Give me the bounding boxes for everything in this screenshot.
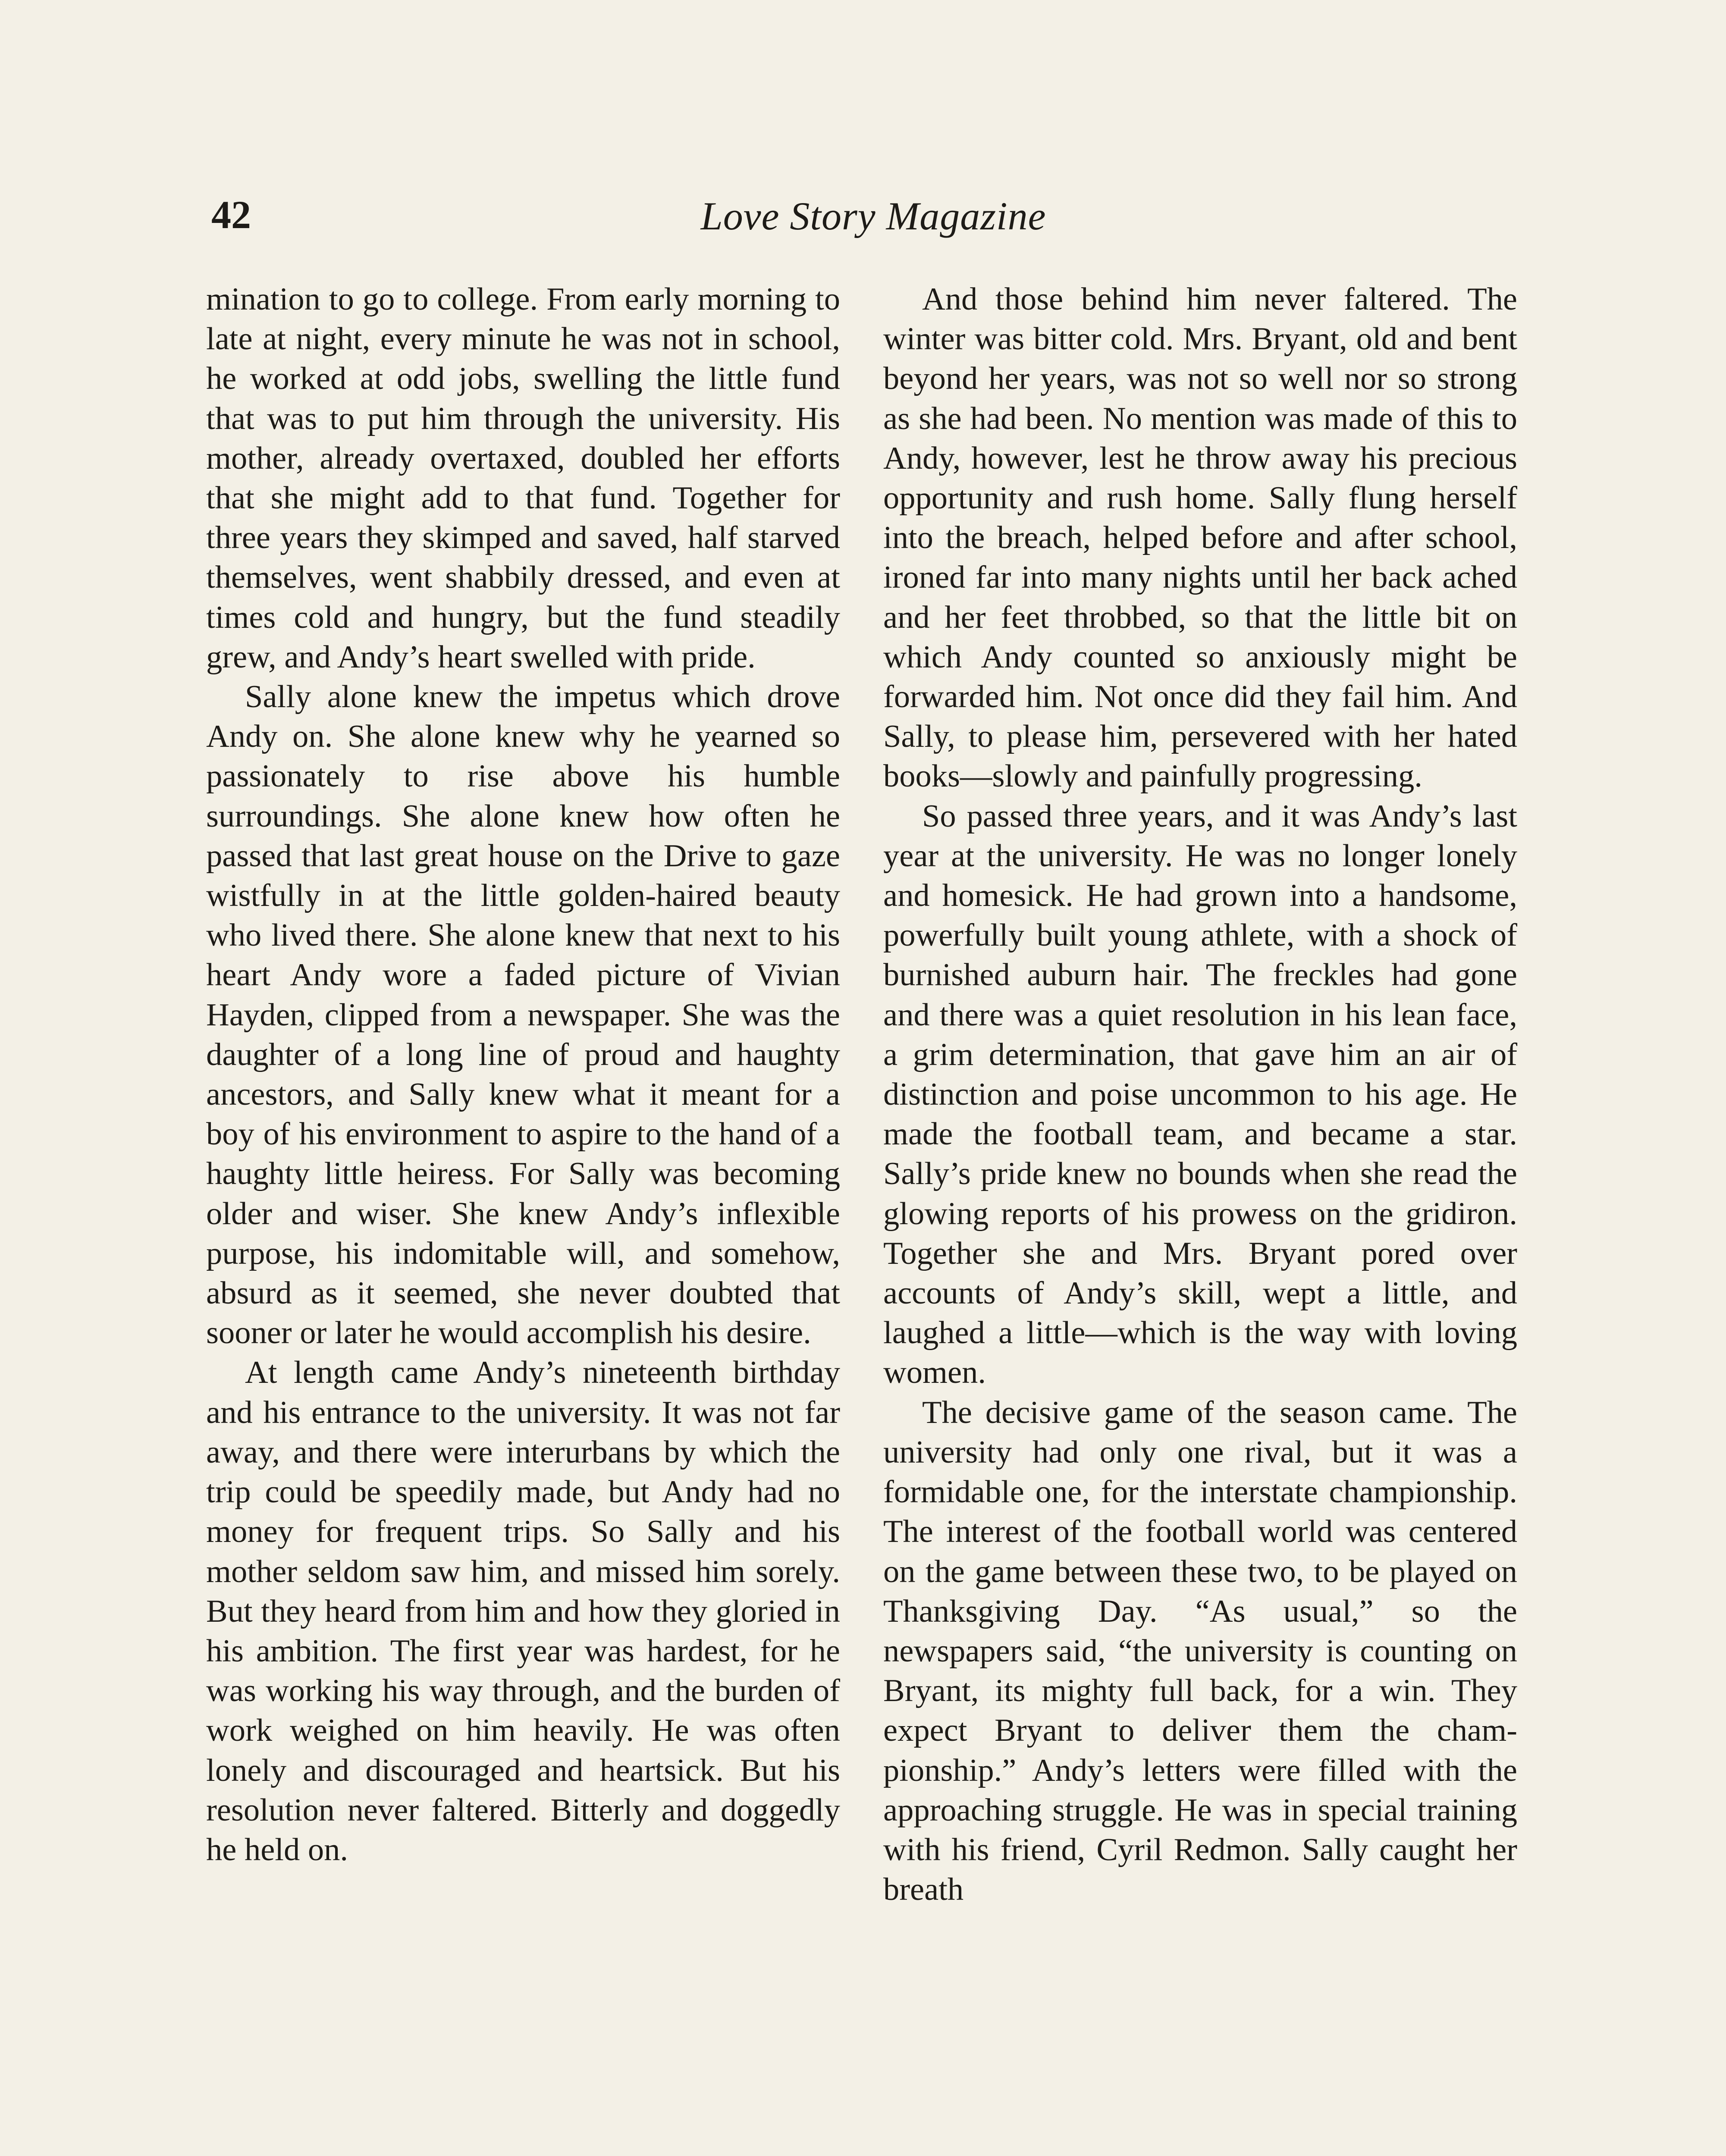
paragraph: At length came Andy’s nineteenth birthday and his entrance to the university. It was not far away, and there were interurbans by which the trip could be speedily made, but Andy had no money for frequent trips. So Sally and his mother seldom saw him, and missed him sorely. But they heard from him and how they gloried in his ambition. The first year was hardest, for he was working his way through, and the burden of work weighed on him heavily. He was often lonely and discouraged and heartsick. But his resolution never faltered. Bitterly and doggedly he held on. xyxy=(206,1355,840,1868)
paragraph: And those behind him never faltered. The winter was bitter cold. Mrs. Bryant, old and bent beyond her years, was not so well nor so strong as she had been. No mention was made of this to Andy, however, lest he throw away his precious opportunity and rush home. Sally flung herself into the breach, helped before and after school, ironed far into many nights until her back ached and her feet throbbed, so that the little bit on which Andy counted so anxiously might be forwarded him. Not once did they fail him. And Sally, to please him, persevered with her hated books—slowly and painfully progressing. xyxy=(883,282,1517,794)
left-column xyxy=(206,279,840,1870)
paragraph: The decisive game of the season came. The university had only one rival, but it was a formidable one, for the interstate championship. The interest of the football world was centered on the game between these two, to be played on Thanksgiving Day. “As usual,” so the newspapers said, “the university is counting on Bryant, its mighty full back, for a win. They expect Bryant to deliver them the championship.” Andy’s letters were filled with the approaching struggle. He was in special training with his friend, Cyril Redmon. Sally caught her breath xyxy=(883,1395,1517,1908)
paragraph: mination to go to college. From early morning to late at night, every minute he was not in school, he worked at odd jobs, swelling the little fund that was to put him through the university. His mother, already overtaxed, doubled her efforts that she might add to that fund. Together for three years they skimped and saved, half starved themselves, went shabbily dressed, and even at times cold and hungry, but the fund steadily grew, and Andy’s heart swelled with pride. xyxy=(206,282,840,675)
right-column xyxy=(883,279,1517,1909)
magazine-title: Love Story Magazine xyxy=(700,194,1046,238)
paragraph: So passed three years, and it was Andy’s last year at the university. He was no longer lonely and homesick. He had grown into a handsome, powerfully built young athlete, with a shock of burnished auburn hair. The freckles had gone and there was a quiet resolution in his lean face, a grim determination, that gave him an air of distinction and poise uncommon to his age. He made the football team, and became a star. Sally’s pride knew no bounds when she read the glowing reports of his prowess on the gridiron. Together she and Mrs. Bryant pored over accounts of Andy’s skill, wept a little, and laughed a little—which is the way with loving women. xyxy=(883,798,1517,1391)
paragraph: Sally alone knew the impetus which drove Andy on. She alone knew why he yearned so passionately to rise above his humble surroundings. She alone knew how often he passed that last great house on the Drive to gaze wistfully in at the little golden-haired beauty who lived there. She alone knew that next to his heart Andy wore a faded picture of Vivian Hayden, clipped from a newspaper. She was the daughter of a long line of proud and haughty ancestors, and Sally knew what it meant for a boy of his environment to aspire to the hand of a haughty little heiress. For Sally was becoming older and wiser. She knew Andy’s inflexible purpose, his indomitable will, and somehow, absurd as it seemed, she never doubted that sooner or later he would accomplish his desire. xyxy=(206,679,840,1351)
page-number: 42 xyxy=(211,193,251,237)
